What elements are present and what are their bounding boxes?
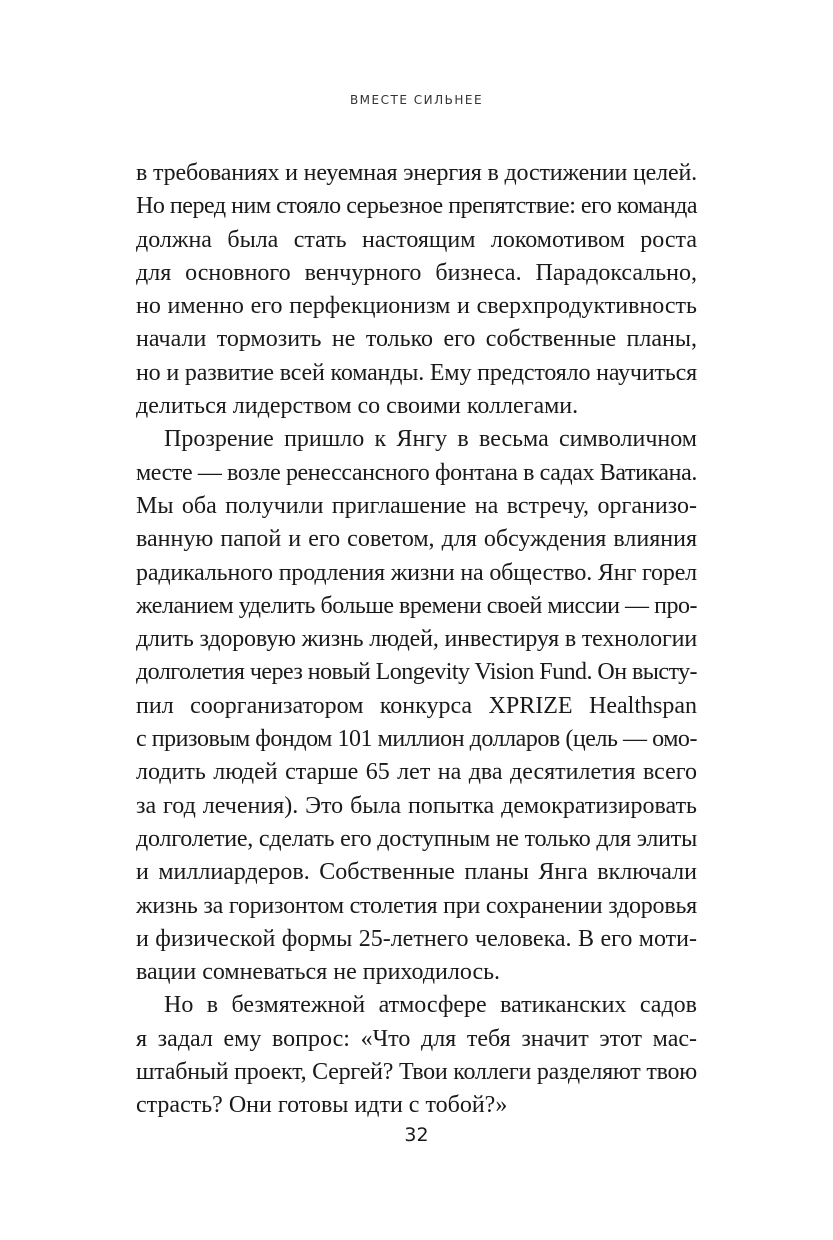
text-line: лодить людей старше 65 лет на два десятилетия всего: [136, 759, 697, 786]
text-line: штабный проект, Сергей? Твои коллеги разделяют твою: [136, 1059, 697, 1086]
text-line: и физической формы 25-летнего человека. В его моти-: [136, 925, 697, 952]
text-line: вации сомневаться не приходилось.: [136, 959, 501, 986]
page-number: 32: [404, 1124, 429, 1146]
text-line: месте — возле ренессансного фонтана в садах Ватикана.: [136, 459, 697, 486]
text-line: я задал ему вопрос: «Что для тебя значит этот мас-: [136, 1025, 697, 1052]
text-line: делиться лидерством со своими коллегами.: [136, 393, 579, 420]
text-line: пил соорганизатором конкурса XPRIZE Healthspan: [136, 692, 697, 719]
text-line: начали тормозить не только его собственные планы,: [136, 326, 697, 353]
text-line: для основного венчурного бизнеса. Парадоксально,: [136, 259, 697, 286]
text-line: длить здоровую жизнь людей, инвестируя в технологии: [136, 626, 697, 653]
body-text: [136, 157, 697, 1123]
text-line: Прозрение пришло к Янгу в весьма символичном: [164, 426, 697, 453]
text-line: за год лечения). Это была попытка демократизировать: [136, 792, 697, 819]
text-line: желанием уделить больше времени своей миссии — про-: [136, 592, 698, 619]
text-line: Мы оба получили приглашение на встречу, организо-: [136, 492, 697, 519]
text-line: жизнь за горизонтом столетия при сохранении здоровья: [136, 892, 697, 919]
text-line: но именно его перфекционизм и сверхпродуктивность: [136, 293, 697, 320]
text-line: радикального продления жизни на общество. Янг горел: [136, 559, 697, 586]
text-line: страсть? Они готовы идти с тобой?»: [136, 1092, 508, 1119]
text-line: но и развитие всей команды. Ему предстояло научиться: [136, 359, 698, 386]
text-line: долголетия через новый Longevity Vision Fund. Он высту-: [136, 659, 698, 686]
running-header: ВМЕСТЕ СИЛЬНЕЕ: [349, 93, 484, 107]
text-line: с призовым фондом 101 миллион долларов (цель — омо-: [136, 726, 698, 753]
text-line: и миллиардеров. Собственные планы Янга включали: [136, 859, 697, 886]
text-line: должна была стать настоящим локомотивом роста: [136, 226, 697, 253]
text-line: долголетие, сделать его доступным не только для элиты: [136, 825, 697, 852]
text-line: Но в безмятежной атмосфере ватиканских садов: [164, 992, 697, 1019]
text-line: ванную папой и его советом, для обсуждения влияния: [136, 526, 697, 553]
paragraph-3: [136, 989, 697, 1122]
text-line: в требованиях и неуемная энергия в достижении целей.: [136, 160, 697, 186]
paragraph-1: [136, 157, 697, 423]
paragraph-2: [136, 423, 697, 989]
text-line: Но перед ним стояло серьезное препятствие: его команда: [136, 193, 698, 220]
